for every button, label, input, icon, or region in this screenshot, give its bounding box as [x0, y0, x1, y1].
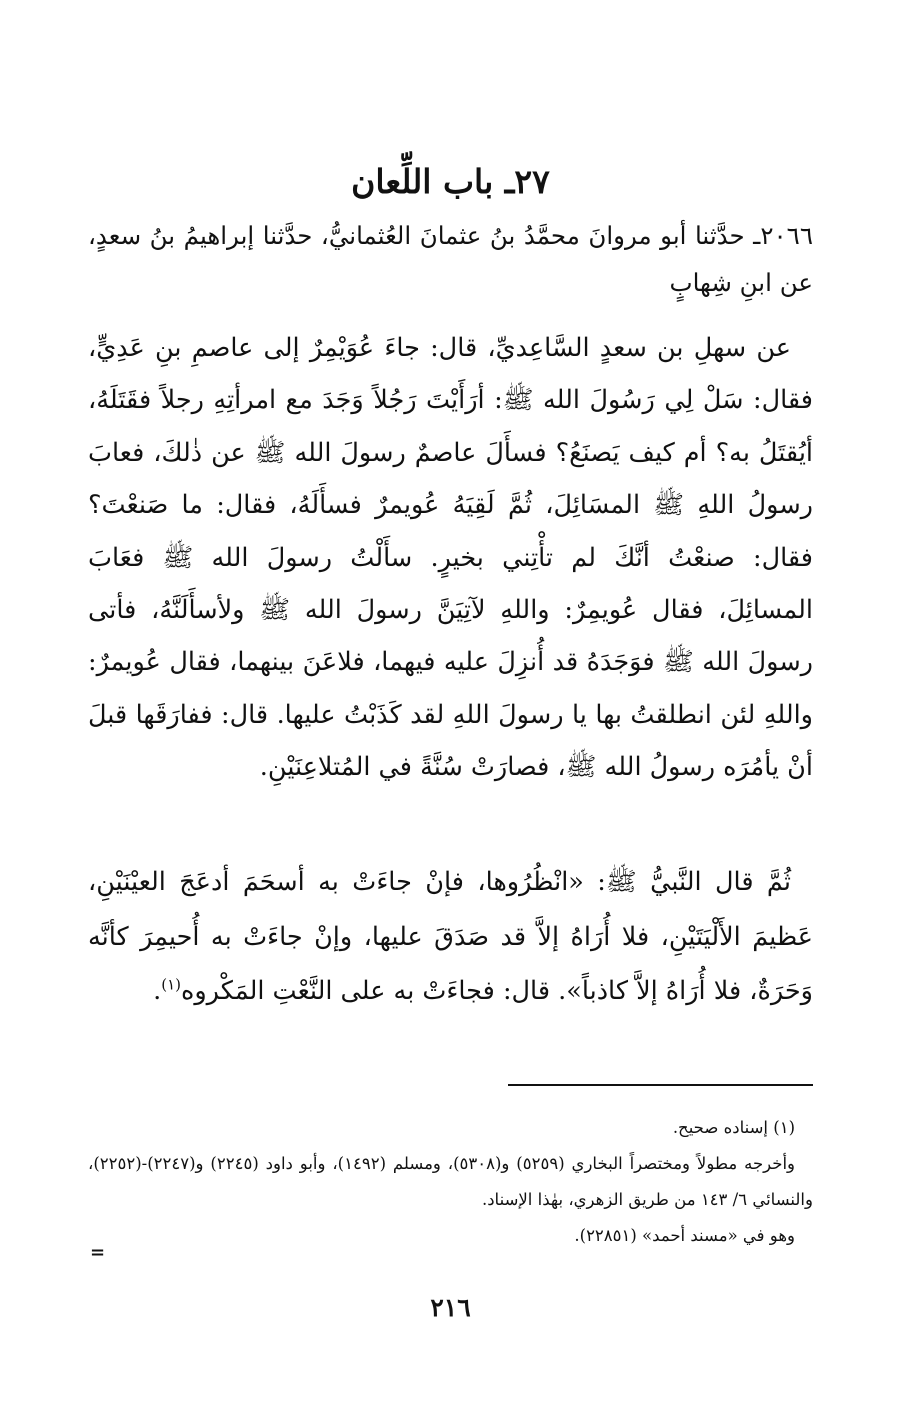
hadith-matn-1: عن سهلِ بن سعدٍ السَّاعِديِّ، قال: جاءَ عُوَيْمِرٌ إلى عاصمِ بنِ عَدِيٍّ، فقال: سَلْ لِي رَسُولَ الله ﷺ: أرَأَيْتَ رَجُلاً وَجَدَ مع امرأتِهِ رجلاً فقَتَلَهُ، أيُقتَلُ به؟ أم كيف يَصنَعُ؟ فسأَلَ عاصمٌ رسولَ الله ﷺ عن ذٰلكَ، فعابَ رسولُ اللهِ ﷺ المسَائِلَ، ثُمَّ لَقِيَهُ عُويمرٌ فسأَلَهُ، فقال: ما صَنعْتَ؟ فقال: صنعْتُ أنَّكَ لم تأْتِني بخيرٍ. سأَلْتُ رسولَ الله ﷺ فعَابَ المسائِلَ، فقال عُويمِرٌ: واللهِ لآتِيَنَّ رسولَ الله ﷺ ولأسأَلَنَّهُ، فأتى رسولَ الله ﷺ فوَجَدَهُ قد أُنزِلَ عليه فيهما، فلاعَنَ بينهما، فقال عُويمرٌ: واللهِ لئن انطلقتُ بها يا رسولَ اللهِ لقد كَذَبْتُ عليها. قال: ففارَقَها قبلَ أنْ يأمُرَه رسولُ الله ﷺ، فصارَتْ سُنَّةً في المُتلاعِنَيْنِ. — [88, 333, 813, 783]
footnotes-block — [88, 1110, 813, 1254]
footnote-separator-line — [508, 1084, 813, 1086]
footnote-line-3: وهو في «مسند أحمد» (٢٢٨٥١). — [574, 1226, 795, 1245]
footnote-marker[interactable]: (١) — [161, 975, 181, 994]
book-page — [88, 0, 813, 1419]
footnote-line-1: (١) إسناده صحيح. — [672, 1118, 795, 1137]
hadith-matn-2: ثُمَّ قال النَّبيُّ ﷺ: «انْظُرُوها، فإنْ جاءَتْ به أسحَمَ أدعَجَ العيْنَيْنِ، عَظيمَ الأَلْيَتَيْنِ، فلا أُرَاهُ إلاَّ قد صَدَقَ عليها، وإنْ جاءَتْ به أُحيمِرَ كأنَّه وَحَرَةٌ، فلا أُرَاهُ إلاَّ كاذباً». قال: فجاءَتْ به على النَّعْتِ المَكْروه — [88, 867, 813, 1006]
footnote-line-2: وأخرجه مطولاً ومختصراً البخاري (٥٢٥٩) و(٥٣٠٨)، ومسلم (١٤٩٢)، وأبو داود (٢٢٤٥) و(٢٢٤٧)-(٢٢٥٢)، والنسائي ٦/ ١٤٣ من طريق الزهري، بهٰذا الإسناد. — [88, 1154, 813, 1209]
continuation-mark: = — [90, 1242, 106, 1263]
page-number: ٢١٦ — [430, 1293, 471, 1322]
hadith-isnad: ٢٠٦٦ـ حدَّثنا أبو مروانَ محمَّدُ بنُ عثمانَ العُثمانيُّ، حدَّثنا إبراهيمُ بنُ سعدٍ، عن ابنِ شِهابٍ — [88, 221, 813, 297]
hadith-matn-2-end: . — [153, 976, 162, 1006]
chapter-title: ٢٧ـ باب اللِّعان — [351, 162, 550, 202]
hadith-matn-2-paragraph — [88, 855, 813, 1019]
